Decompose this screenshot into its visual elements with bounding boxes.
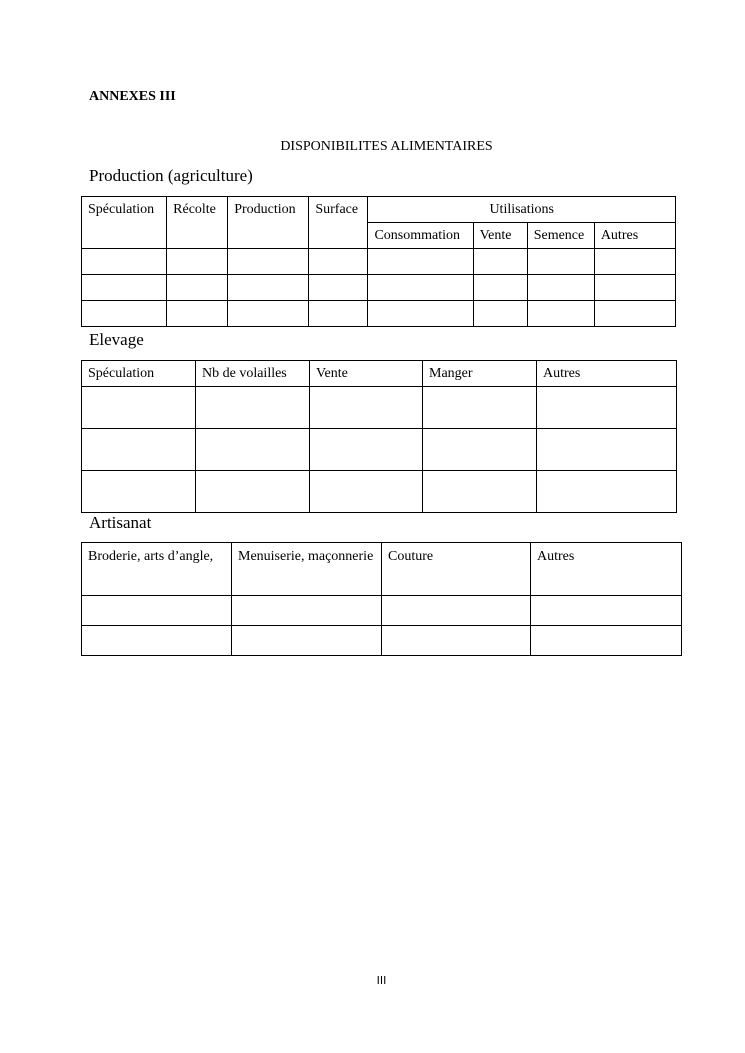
empty-cell: [196, 387, 310, 429]
empty-cell: [382, 626, 531, 656]
col-header-production: Production: [228, 197, 309, 249]
col-header-couture: Couture: [382, 543, 531, 596]
table-row: [82, 471, 677, 513]
empty-cell: [167, 301, 228, 327]
empty-cell: [527, 249, 594, 275]
empty-cell: [594, 275, 675, 301]
col-header-autres: Autres: [531, 543, 682, 596]
empty-cell: [232, 626, 382, 656]
empty-cell: [82, 275, 167, 301]
table-row: [82, 301, 676, 327]
empty-cell: [423, 471, 537, 513]
page-title: DISPONIBILITES ALIMENTAIRES: [280, 139, 493, 154]
empty-cell: [82, 626, 232, 656]
empty-cell: [473, 301, 527, 327]
empty-cell: [196, 429, 310, 471]
empty-cell: [82, 249, 167, 275]
section-title-production: Production (agriculture): [89, 166, 253, 185]
empty-cell: [473, 275, 527, 301]
production-table: [81, 196, 676, 327]
col-header-vente: Vente: [473, 223, 527, 249]
empty-cell: [368, 301, 473, 327]
table-row: [82, 275, 676, 301]
empty-cell: [82, 471, 196, 513]
empty-cell: [594, 301, 675, 327]
empty-cell: [310, 471, 423, 513]
empty-cell: [537, 387, 677, 429]
empty-cell: [309, 301, 368, 327]
col-header-manger: Manger: [423, 361, 537, 387]
empty-cell: [531, 596, 682, 626]
empty-cell: [423, 387, 537, 429]
empty-cell: [232, 596, 382, 626]
artisanat-table: [81, 542, 682, 656]
col-header-surface: Surface: [309, 197, 368, 249]
empty-cell: [382, 596, 531, 626]
empty-cell: [527, 301, 594, 327]
empty-cell: [82, 301, 167, 327]
col-header-broderie: Broderie, arts d’angle,: [82, 543, 232, 596]
empty-cell: [82, 387, 196, 429]
empty-cell: [167, 249, 228, 275]
empty-cell: [537, 471, 677, 513]
empty-cell: [228, 249, 309, 275]
empty-cell: [537, 429, 677, 471]
empty-cell: [473, 249, 527, 275]
empty-cell: [594, 249, 675, 275]
col-header-nb-volailles: Nb de volailles: [196, 361, 310, 387]
elevage-table: [81, 360, 677, 513]
col-header-semence: Semence: [527, 223, 594, 249]
empty-cell: [368, 275, 473, 301]
table-row: [82, 429, 677, 471]
empty-cell: [368, 249, 473, 275]
empty-cell: [228, 275, 309, 301]
empty-cell: [196, 471, 310, 513]
empty-cell: [82, 429, 196, 471]
col-header-speculation: Spéculation: [82, 197, 167, 249]
empty-cell: [423, 429, 537, 471]
table-row: [82, 626, 682, 656]
page-number: III: [376, 974, 387, 987]
col-header-speculation: Spéculation: [82, 361, 196, 387]
section-title-artisanat: Artisanat: [89, 513, 152, 532]
empty-cell: [82, 596, 232, 626]
col-header-menuiserie: Menuiserie, maçonnerie: [232, 543, 382, 596]
col-header-vente: Vente: [310, 361, 423, 387]
section-title-elevage: Elevage: [89, 330, 144, 349]
table-row: [82, 387, 677, 429]
empty-cell: [310, 387, 423, 429]
empty-cell: [309, 249, 368, 275]
table-row: [82, 249, 676, 275]
col-header-autres: Autres: [537, 361, 677, 387]
empty-cell: [531, 626, 682, 656]
empty-cell: [309, 275, 368, 301]
table-row: [82, 596, 682, 626]
annex-title: ANNEXES III: [89, 89, 176, 104]
col-header-recolte: Récolte: [167, 197, 228, 249]
empty-cell: [167, 275, 228, 301]
col-header-utilisations: Utilisations: [368, 197, 676, 223]
col-header-autres: Autres: [594, 223, 675, 249]
empty-cell: [527, 275, 594, 301]
empty-cell: [228, 301, 309, 327]
col-header-consommation: Consommation: [368, 223, 473, 249]
empty-cell: [310, 429, 423, 471]
